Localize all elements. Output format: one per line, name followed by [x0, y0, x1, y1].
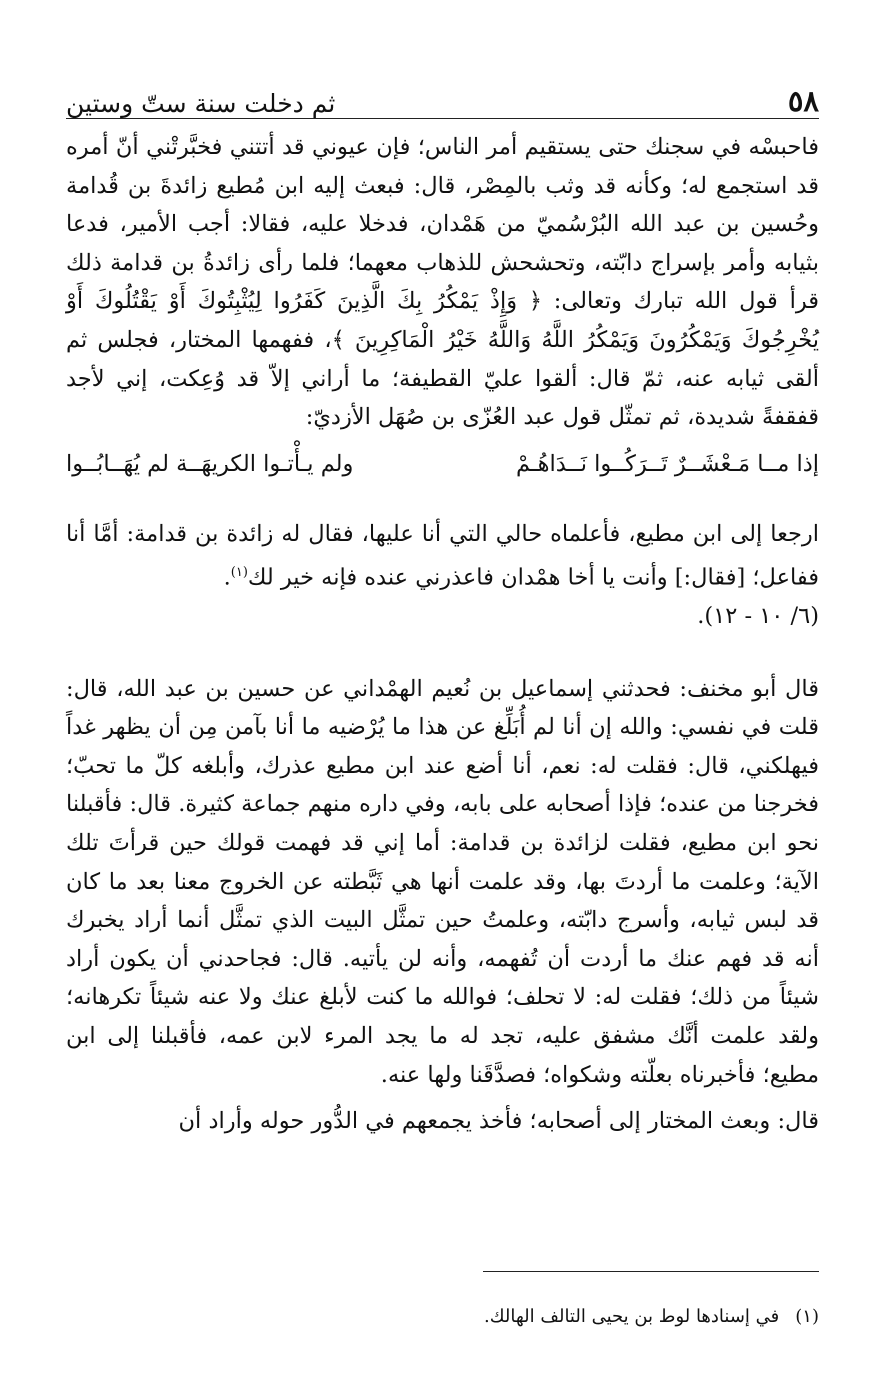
verse-first-hemistich: إذا مــا مَـعْشَــرٌ تَــرَكُــوا نَــدَاهُـمْ	[516, 450, 819, 477]
volume-page-reference: (٦/ ١٠ - ١٢).	[697, 603, 819, 630]
main-text	[66, 128, 819, 1141]
page-number: ٥٨	[787, 84, 819, 118]
footnote-reference: (١)	[230, 564, 248, 580]
verse-second-hemistich: ولم يـأْتـوا الكريهَــة لم يُهَــابُــوا	[66, 450, 354, 477]
page-header	[66, 74, 819, 116]
footnote-divider	[483, 1271, 819, 1272]
poetry-verse	[66, 445, 819, 484]
paragraph-1: فاحبسْه في سجنك حتى يستقيم أمر الناس؛ فإن عيوني قد أتتني فخبَّرتْني أنّ أمره قد استجمع له؛ وكأنه قد وثب بالمِصْر، قال: فبعث إليه ابن مُطيع زائدةَ بن قُدامة وحُسين بن عبد الله البُرْسُميّ من هَمْدان، فدخلا عليه، فقالا: أجب الأمير، فدعا بثيابه وأمر بإسراج دابّته، وتحشحش للذهاب معهما؛ فلما رأى زائدةُ بن قدامة ذلك قرأ قول الله تبارك وتعالى: ﴿ وَإِذْ يَمْكُرُ بِكَ الَّذِينَ كَفَرُوا لِيُثْبِتُوكَ أَوْ يَقْتُلُوكَ أَوْ يُخْرِجُوكَ وَيَمْكُرُونَ وَيَمْكُرُ اللَّهُ وَاللَّهُ خَيْرُ الْمَاكِرِينَ ﴾، ففهمها المختار، فجلس ثم ألقى ثيابه عنه، ثمّ قال: ألقوا عليّ القطيفة؛ ما أراني إلاّ قد وُعِكت، إني لأجد قفقفةً شديدة، ثم تمثّل قول عبد العُزّى بن صُهَل الأزديّ:	[66, 134, 819, 431]
paragraph-2	[66, 515, 819, 635]
paragraph-2-text: ارجعا إلى ابن مطيع، فأعلماه حالي التي أنا عليها، فقال له زائدة بن قدامة: أمَّا أنا ففاعل؛ [فقال:] وأنت يا أخا همْدان فاعذرني عنده فإنه خير لك	[66, 521, 819, 591]
paragraph-2-tail: .	[223, 564, 231, 591]
footnote-text: في إسنادها لوط بن يحيى التالف الهالك.	[483, 1306, 780, 1327]
footnote	[66, 1304, 819, 1330]
running-title: ثم دخلت سنة ستّ وستين	[66, 89, 336, 118]
paragraph-4: قال: وبعث المختار إلى أصحابه؛ فأخذ يجمعهم في الدُّور حوله وأراد أن	[178, 1108, 819, 1135]
header-divider	[66, 118, 819, 119]
paragraph-3: قال أبو مخنف: فحدثني إسماعيل بن نُعيم الهمْداني عن حسين بن عبد الله، قال: قلت في نفسي: والله إن أنا لم أُبَلِّغ عن هذا ما يُرْضيه ما أنا بآمن مِن أن يظهر غداً فيهلكني، قال: فقلت له: نعم، أنا أضع عند ابن مطيع عذرك، وأبلغه كلّ ما تحبّ؛ فخرجنا من عنده؛ فإذا أصحابه على بابه، وفي داره منهم جماعة كثيرة. قال: فأقبلنا نحو ابن مطيع، فقلت لزائدة بن قدامة: أما إني قد فهمت قولك حين قرأتَ تلك الآية؛ وعلمت ما أردتَ بها، وقد علمت أنها هي ثَبَّطته عن الخروج معنا بعد ما كان قد لبس ثيابه، وأسرج دابّته، وعلمتُ حين تمثَّل البيت الذي تمثَّل أنما أراد يخبرك أنه قد فهم عنك ما أردت أن تُفهمه، وأنه لن يأتيه. قال: فجاحدني أن يكون أراد شيئاً من ذلك؛ فقلت له: لا تحلف؛ فوالله ما كنت لأبلغ عنك ولا عنه شيئاً تكرهانه؛ ولقد علمت أنَّك مشفق عليه، تجد له ما يجد المرء لابن عمه، فأقبلنا إلى ابن مطيع؛ فأخبرناه بعلّته وشكواه؛ فصدَّقَنا ولها عنه.	[66, 675, 820, 1088]
footnote-number: (١)	[795, 1306, 819, 1327]
